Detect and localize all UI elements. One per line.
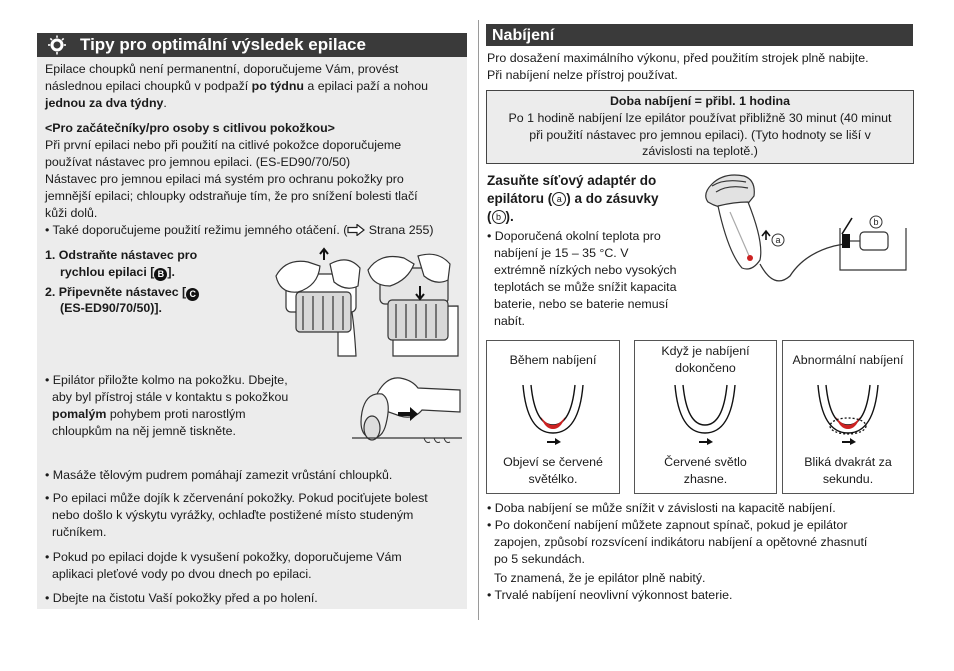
panel-charging-desc-2: světélko.	[528, 472, 578, 486]
note-switch-line-1: • Po dokončení nabíjení můžete zapnout spínač, pokud je epilátor	[487, 518, 848, 532]
beginner-line-6: • Také doporučujeme použití režimu jemného otáčení. ( Strana 255)	[45, 223, 434, 237]
apply-line-2: aby byl přístroj stále v kontaktu s pokožkou	[52, 390, 289, 404]
charging-time-line-2: při použití nástavec pro jemnou epilaci). (Tyto hodnoty se liší v	[529, 128, 871, 142]
charging-time-title: Doba nabíjení = přibl. 1 hodina	[609, 94, 791, 108]
note-switch-line-4: To znamená, že je epilátor plně nabitý.	[494, 571, 706, 585]
label-a-circle: a	[552, 192, 566, 206]
bullet-dryness-line-2: aplikaci pleťové vody po dvou dnech po epilaci.	[52, 567, 312, 581]
temp-line-4: teplotách se může snížit kapacita	[494, 280, 677, 294]
panel-complete	[634, 340, 777, 494]
bullet-redness-line-1: • Po epilaci může dojík k zčervenání pokožky. Pokud pociťujete bolest	[45, 491, 428, 505]
charging-title: Nabíjení	[492, 27, 555, 44]
step-2-line-2: (ES-ED90/70/50)].	[60, 301, 162, 315]
beginner-line-5: kůži dolů.	[45, 206, 98, 220]
intro-line-1: Epilace choupků není permanentní, doporučujeme Vám, provést	[45, 62, 399, 76]
bullet-redness-line-2: nebo došlo k výskytu vyrážky, ochlaďte postižené místo studeným	[52, 508, 414, 522]
temp-line-6: nabít.	[494, 314, 526, 328]
charging-indicator	[747, 255, 753, 261]
charging-time-line-1: Po 1 hodině nabíjení lze epilátor používat přibližně 30 minut (40 minut	[508, 111, 892, 125]
intro-line-3: jednou za dva týdny.	[45, 96, 167, 110]
note-switch-line-3: po 5 sekundách.	[494, 552, 585, 566]
plug-title-line-2: epilátoru ( a ) a do zásuvky	[487, 191, 659, 206]
indicator-off-icon	[673, 383, 737, 445]
temp-line-3: extrémně nízkých nebo vysokých	[494, 263, 677, 277]
panel-complete-desc-1: Červené světlo	[664, 455, 747, 469]
step-2-line-1: 2. Připevněte nástavec [ C	[45, 284, 199, 301]
beginner-line-4: jemnější epilaci; chloupky odstraňuje tím, že pro snížení bolesti tlačí	[45, 189, 418, 203]
panel-charging	[486, 340, 620, 494]
tips-title: Tipy pro optimální výsledek epilace	[80, 35, 366, 54]
charging-section-header	[486, 24, 913, 46]
circle-c-icon: C	[186, 288, 199, 301]
indicator-blinking-icon	[816, 383, 880, 445]
tips-section-header	[37, 33, 467, 57]
beginner-title: <Pro začátečníky/pro osoby s citlivou pokožkou>	[45, 121, 335, 135]
apply-line-4: chloupkům na něj jemně tiskněte.	[52, 424, 236, 438]
panel-abnormal-desc-2: sekundu.	[822, 472, 874, 486]
step-1-line-1: 1. Odstraňte nástavec pro	[45, 248, 198, 262]
circle-b-icon: B	[154, 268, 167, 281]
epilator-on-skin-illustration	[352, 372, 462, 448]
page-reference-arrow-icon	[347, 224, 365, 236]
step-1-line-2: rychlou epilaci [ B ].	[60, 265, 175, 279]
plug-title-line-3: ( b ).	[487, 209, 514, 224]
bullet-dryness-line-1: • Pokud po epilaci dojde k vysušení pokožky, doporučujeme Vám	[45, 550, 402, 564]
temp-line-2: nabíjení je 15 – 35 °C. V	[494, 246, 629, 260]
tips-icon	[46, 35, 68, 55]
charging-time-line-3: závislosti na teplotě.)	[642, 144, 758, 158]
temp-line-1: • Doporučená okolní teplota pro	[487, 229, 661, 243]
panel-abnormal-title: Abnormální nabíjení	[792, 353, 904, 367]
label-b-circle: b	[492, 210, 506, 224]
note-switch-line-2: zapojen, způsobí rozsvícení indikátoru nabíjení a opětovné zhasnutí	[494, 535, 868, 549]
apply-line-3: pomalým pohybem proti narostlým	[52, 407, 246, 421]
note-battery: • Trvalé nabíjení neovlivní výkonnost baterie.	[487, 588, 733, 602]
panel-abnormal	[782, 340, 914, 494]
indicator-on-icon	[521, 383, 585, 445]
panel-complete-title-2: dokončeno	[675, 361, 736, 375]
temp-line-5: baterie, nebo se baterie nemusí	[494, 297, 669, 311]
column-divider	[478, 20, 479, 620]
plug-title-line-1: Zasuňte síťový adaptér do	[487, 173, 657, 188]
beginner-line-3: Nástavec pro jemnou epilaci má systém pro ochranu pokožky pro	[45, 172, 404, 186]
panel-abnormal-desc-1: Bliká dvakrát za	[804, 455, 892, 469]
apply-line-1: • Epilátor přiložte kolmo na pokožku. Dbejte,	[45, 373, 288, 387]
attachment-illustration	[268, 246, 463, 358]
charging-intro-line-1: Pro dosažení maximálního výkonu, před použitím strojek plně nabijte.	[487, 51, 869, 65]
bullet-redness-line-3: ručníkem.	[52, 525, 107, 539]
panel-charging-title: Během nabíjení	[509, 353, 597, 367]
panel-complete-title-1: Když je nabíjení	[661, 344, 750, 358]
bullet-powder: • Masáže tělovým pudrem pomáhají zamezit vrůstání chloupků.	[45, 468, 393, 482]
bullet-clean-skin: • Dbejte na čistotu Vaší pokožky před a po holení.	[45, 591, 318, 605]
callout-b-label: b	[873, 217, 879, 227]
note-capacity: • Doba nabíjení se může snížit v závislosti na kapacitě nabíjení.	[487, 501, 836, 515]
panel-complete-desc-2: zhasne.	[683, 472, 728, 486]
callout-a-label: a	[775, 235, 781, 245]
intro-line-2: následnou epilaci choupků v podpaží po týdnu a epilaci paží a nohou	[45, 79, 428, 93]
charging-time-box	[486, 90, 914, 164]
charging-intro-line-2: Při nabíjení nelze přístroj používat.	[487, 68, 678, 82]
beginner-line-1: Při první epilaci nebo při použití na citlivé pokožce doporučujeme	[45, 138, 402, 152]
beginner-line-2: používat nástavec pro jemnou epilaci. (ES-ED90/70/50)	[45, 155, 351, 169]
panel-charging-desc-1: Objeví se červené	[503, 455, 603, 469]
charging-illustration	[694, 172, 912, 292]
